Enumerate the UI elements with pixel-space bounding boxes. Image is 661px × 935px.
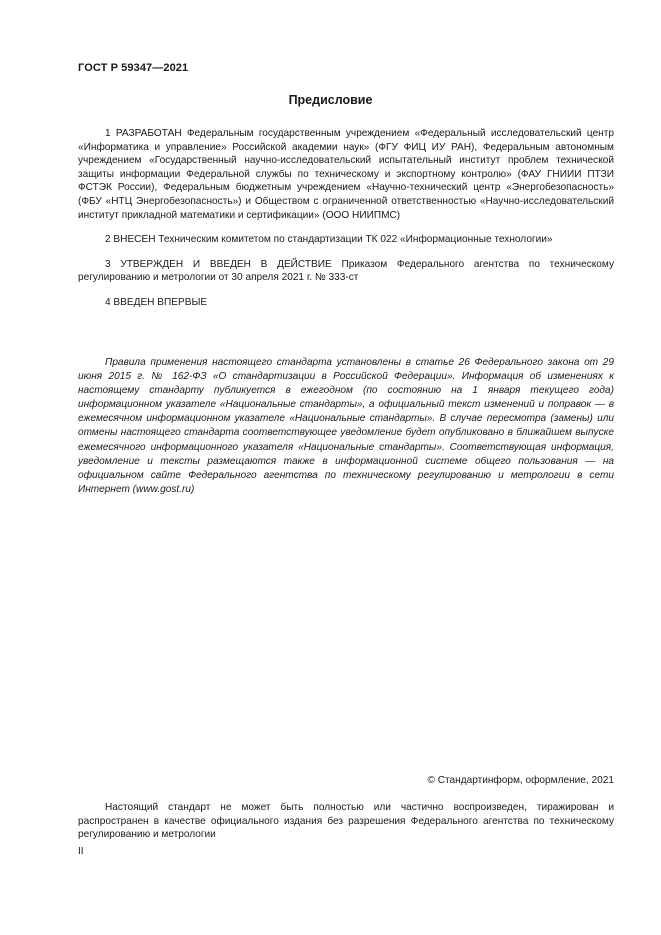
clause-developed: 1 РАЗРАБОТАН Федеральным государственным учреждением «Федеральный исследовательский центр «Информатика и управление» Российской академии наук» (ФГУ ФИЦ ИУ РАН), Федеральным автономным учреждением «Государственный научно-исследовательский испытательный институт проблем технической защиты информации Федеральной службы по техническому и экспортному контролю» (ФАУ ГНИИИ ПТЗИ ФСТЭК России), Федеральным бюджетным учреждением «Научно-технический центр «Энергобезопасность» (ФБУ «НТЦ Энергобезопасность») и Обществом с ограниченной ответственностью «Научно-исследовательский институт прикладной математики и сертификации» (ООО НИИПМС) bbox=[78, 128, 614, 221]
reproduction-notice: Настоящий стандарт не может быть полностью или частично воспроизведен, тиражирован и распространен в качестве официального издания без разрешения Федерального агентства по техническому регулированию и метрологии bbox=[78, 802, 614, 841]
foreword-clauses bbox=[78, 127, 614, 321]
clause-approved: 3 УТВЕРЖДЕН И ВВЕДЕН В ДЕЙСТВИЕ Приказом Федерального агентства по техническому регулированию и метрологии от 30 апреля 2021 г. № 333-ст bbox=[78, 258, 614, 284]
clause-introduced: 2 ВНЕСЕН Техническим комитетом по стандартизации ТК 022 «Информационные технологии» bbox=[105, 234, 553, 246]
page-number: II bbox=[78, 846, 84, 857]
copyright-line: © Стандартинформ, оформление, 2021 bbox=[427, 775, 614, 786]
section-title: Предисловие bbox=[288, 93, 373, 107]
application-rules-notice: Правила применения настоящего стандарта установлены в статье 26 Федерального закона от 29 июня 2015 г. № 162-ФЗ «О стандартизации в Российской Федерации». Информация об изменениях к настоящему стандарту публикуется в ежегодном (по состоянию на 1 января текущего года) информационном указателе «Национальные стандарты», а официальный текст изменений и поправок — в ежемесячном информационном указателе «Национальные стандарты». В случае пересмотра (замены) или отмены настоящего стандарта соответствующее уведомление будет опубликовано в ближайшем выпуске ежемесячного информационного указателя «Национальные стандарты». Соответствующая информация, уведомление и тексты размещаются также в информационной системе общего пользования — на официальном сайте Федерального агентства по техническому регулированию и метрологии в сети Интернет (www.gost.ru) bbox=[78, 357, 614, 495]
standard-id: ГОСТ Р 59347—2021 bbox=[78, 62, 189, 74]
clause-first-introduced: 4 ВВЕДЕН ВПЕРВЫЕ bbox=[105, 296, 208, 308]
